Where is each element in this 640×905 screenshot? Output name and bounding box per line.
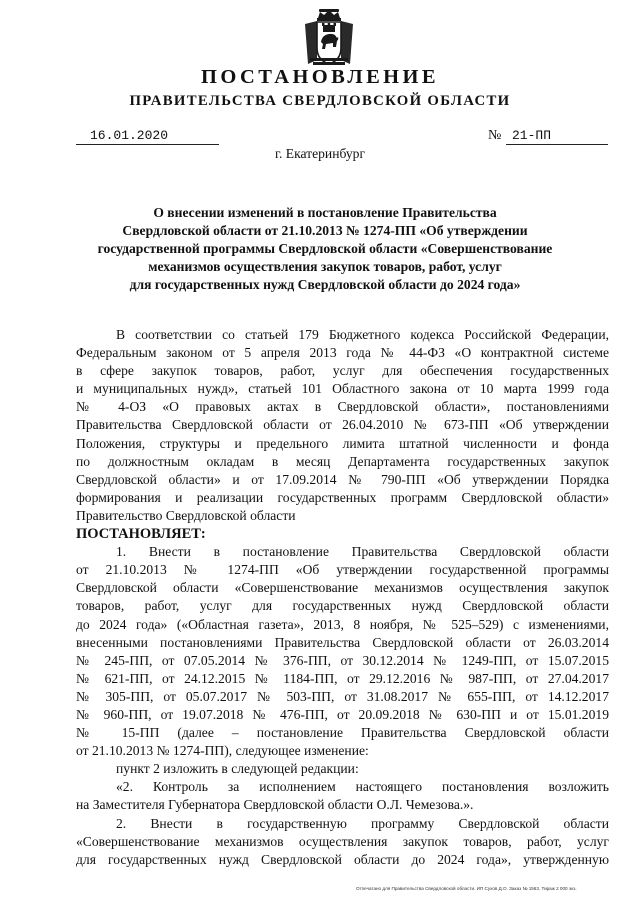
body-line: до 2024 года» («Областная газета», 2013, 8 ноября, № 525–529) с изменениями, (76, 616, 609, 632)
document-date: 16.01.2020 (76, 128, 219, 145)
body-line: для государственных нужд Свердловской области до 2024 года», утвержденную (76, 851, 609, 867)
body-line: № 960-ПП, от 19.07.2018 № 476-ПП, от 20.09.2018 № 630-ПП и от 15.01.2019 (76, 706, 609, 722)
heading-line: государственной программы Свердловской области «Совершенствование (97, 241, 553, 256)
body-line: Положения, структуры и предельного лимита штатной численности и фонда (76, 435, 609, 451)
body-line: от 21.10.2013 № 1274-ПП «Об утверждении государственной программы (76, 562, 609, 578)
number-sign: № (488, 128, 502, 143)
print-imprint: Отпечатано для Правительства Свердловской области. ИП Сухов Д.О. Заказ № 1563. Тираж 2 000 экз. (356, 886, 577, 891)
coat-of-arms-icon (302, 8, 356, 66)
body-line: Свердловской области «Совершенствование механизмов осуществления закупок (76, 580, 609, 596)
body-line: «Совершенствование механизмов осуществления закупок товаров, работ, услуг (76, 833, 609, 849)
body-line: № 621-ПП, от 24.12.2015 № 1184-ПП, от 29.12.2016 № 987-ПП, от 27.04.2017 (76, 670, 609, 686)
body-line: 2. Внести в государственную программу Свердловской области (116, 815, 609, 831)
body-line: Свердловской области» и от 17.09.2014 № 790-ПП «Об утверждении Порядка (76, 471, 609, 487)
body-line: 1. Внести в постановление Правительства Свердловской области (116, 544, 609, 560)
body-line: № 15-ПП (далее – постановление Правительства Свердловской области (76, 725, 609, 741)
body-line: внесенными постановлениями Правительства Свердловской области от 26.03.2014 (76, 634, 609, 650)
body-line: № 4-ОЗ «О правовых актах в Свердловской области», постановлениями (76, 399, 609, 415)
document-issuer: ПРАВИТЕЛЬСТВА СВЕРДЛОВСКОЙ ОБЛАСТИ (129, 93, 511, 109)
body-line: формирования и реализации государственных программ Свердловской области» (76, 489, 609, 505)
heading-line: для государственных нужд Свердловской области до 2024 года» (129, 277, 521, 292)
document-body (76, 326, 609, 869)
document-city: г. Екатеринбург (274, 146, 366, 161)
heading-line: механизмов осуществления закупок товаров, работ, услуг (148, 259, 502, 274)
resolves-heading: ПОСТАНОВЛЯЕТ: (76, 526, 206, 543)
resolution-heading (70, 204, 580, 294)
document-number: 21-ПП (506, 128, 608, 145)
body-line: в сфере закупок товаров, работ, услуг для обеспечения государственных (76, 363, 609, 379)
body-line: Правительство Свердловской области (76, 507, 296, 523)
body-line: пункт 2 изложить в следующей редакции: (116, 761, 359, 777)
heading-line: Свердловской области от 21.10.2013 № 1274-ПП «Об утверждении (122, 223, 528, 238)
body-line: товаров, работ, услуг для государственных нужд Свердловской области (76, 598, 609, 614)
body-line: «2. Контроль за исполнением настоящего постановления возложить (116, 779, 609, 795)
heading-line: О внесении изменений в постановление Правительства (153, 205, 497, 220)
body-line: и муниципальных нужд», статьей 101 Областного закона от 10 марта 1999 года (76, 381, 609, 397)
body-line: Правительства Свердловской области от 26.04.2010 № 673-ПП «Об утверждении (76, 417, 609, 433)
body-line: № 245-ПП, от 07.05.2014 № 376-ПП, от 30.12.2014 № 1249-ПП, от 15.07.2015 (76, 652, 609, 668)
body-line: № 305-ПП, от 05.07.2017 № 503-ПП, от 31.08.2017 № 655-ПП, от 14.12.2017 (76, 688, 609, 704)
body-line: от 21.10.2013 № 1274-ПП), следующее изменение: (76, 743, 369, 759)
body-line: Федеральным законом от 5 апреля 2013 года № 44-ФЗ «О контрактной системе (76, 345, 609, 361)
document-title: ПОСТАНОВЛЕНИЕ (201, 66, 439, 88)
body-line: на Заместителя Губернатора Свердловской области О.Л. Чемезова.». (76, 797, 474, 813)
body-line: по должностным окладам в месяц Департамента государственных закупок (76, 453, 609, 469)
body-line: В соответствии со статьей 179 Бюджетного кодекса Российской Федерации, (116, 327, 609, 342)
